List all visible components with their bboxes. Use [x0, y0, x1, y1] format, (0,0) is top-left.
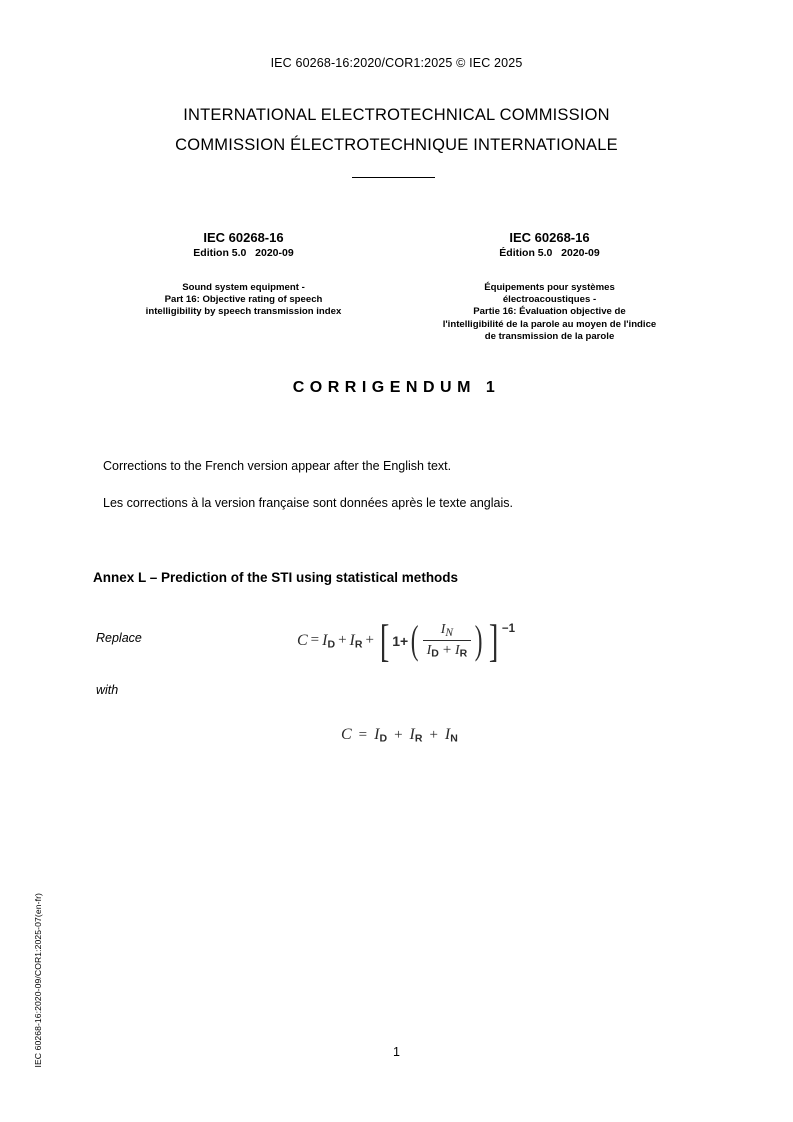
edition-line-french: Édition 5.0 2020-09 [499, 247, 600, 259]
side-identifier: IEC 60268-16:2020-09/COR1:2025-07(en-fr) [33, 893, 43, 1068]
italic-i: I [349, 631, 355, 649]
bracket-open: [ [379, 615, 390, 666]
fraction-denominator [423, 641, 472, 660]
formula-old-term-id [322, 632, 335, 651]
italic-i: I [454, 642, 460, 658]
formula-old-lhs: C [297, 631, 308, 649]
formula-new-term-in [445, 726, 458, 743]
denominator-plus: + [441, 641, 452, 658]
edition-line-english: Edition 5.0 2020-09 [193, 247, 294, 259]
subscript-d: D [379, 732, 388, 745]
formula-old-inner-plus: + [400, 632, 409, 649]
subtitle-line: de transmission de la parole [484, 330, 615, 342]
standard-number-english: IEC 60268-16 [203, 230, 284, 245]
page-number: 1 [393, 1045, 400, 1059]
title-column-english [99, 229, 389, 343]
subtitle-line: l'intelligibilité de la parole au moyen de l'indice [442, 318, 657, 330]
subtitle-english [99, 282, 389, 319]
subtitle-line: Équipements pour systèmes [484, 282, 615, 293]
paren-close: ) [475, 617, 483, 663]
formula-old-plus-1: + [338, 632, 347, 649]
subtitle-line: intelligibility by speech transmission index [145, 306, 342, 318]
exponent-minus-one: −1 [501, 623, 515, 635]
commission-name-french: COMMISSION ÉLECTROTECHNIQUE INTERNATIONALE [175, 136, 618, 154]
italic-i: I [426, 642, 432, 658]
italic-i: I [322, 631, 328, 649]
subtitle-line: Sound system equipment - [182, 282, 305, 293]
subscript-n: N [450, 732, 458, 745]
standard-number-french: IEC 60268-16 [509, 230, 590, 245]
horizontal-rule [352, 177, 435, 178]
corrigendum-heading: CORRIGENDUM 1 [292, 379, 501, 396]
formula-new-term-ir [410, 726, 423, 743]
title-column-french [405, 229, 695, 343]
with-label: with [96, 683, 119, 697]
formula-old [297, 615, 515, 666]
formula-new-equals: = [358, 727, 368, 743]
italic-i: I [409, 726, 415, 743]
formula-new-lhs: C [341, 726, 352, 743]
fraction [423, 622, 472, 660]
formula-new-plus-1: + [394, 727, 403, 743]
subscript-r: R [459, 647, 468, 660]
paren-open: ( [411, 617, 419, 663]
formula-old-plus-2: + [365, 632, 374, 649]
annex-heading: Annex L – Prediction of the STI using statistical methods [93, 570, 459, 585]
italic-i: I [444, 726, 451, 743]
subscript-r: R [354, 638, 363, 651]
formula-new [341, 726, 458, 745]
replace-label: Replace [96, 631, 142, 645]
formula-new-term-id [374, 726, 387, 743]
notice-english: Corrections to the French version appear after the English text. [103, 459, 452, 473]
formula-old-equals: = [310, 632, 320, 649]
commission-block [0, 100, 793, 160]
formula-old-term-ir [350, 632, 363, 651]
notice-french: Les corrections à la version française sont données après le texte anglais. [103, 496, 513, 510]
bracket-close: ] [488, 615, 498, 666]
italic-i: I [374, 726, 380, 743]
italic-i: I [440, 622, 446, 638]
fraction-numerator [435, 622, 459, 640]
formula-new-plus-2: + [429, 727, 438, 743]
subscript-d: D [327, 638, 336, 651]
subscript-d: D [431, 647, 439, 660]
running-header: IEC 60268-16:2020/COR1:2025 © IEC 2025 [270, 56, 523, 70]
subscript-n: N [445, 626, 454, 639]
subscript-r: R [414, 732, 423, 745]
bilingual-title-block [0, 229, 793, 343]
formula-old-one: 1 [392, 632, 401, 649]
subtitle-french [405, 282, 695, 343]
commission-name-english: INTERNATIONAL ELECTROTECHNICAL COMMISSION [183, 106, 610, 124]
subtitle-line: Part 16: Objective rating of speech [164, 294, 323, 306]
subtitle-line: électroacoustiques - [502, 294, 597, 306]
subtitle-line: Partie 16: Évaluation objective de [473, 306, 626, 318]
